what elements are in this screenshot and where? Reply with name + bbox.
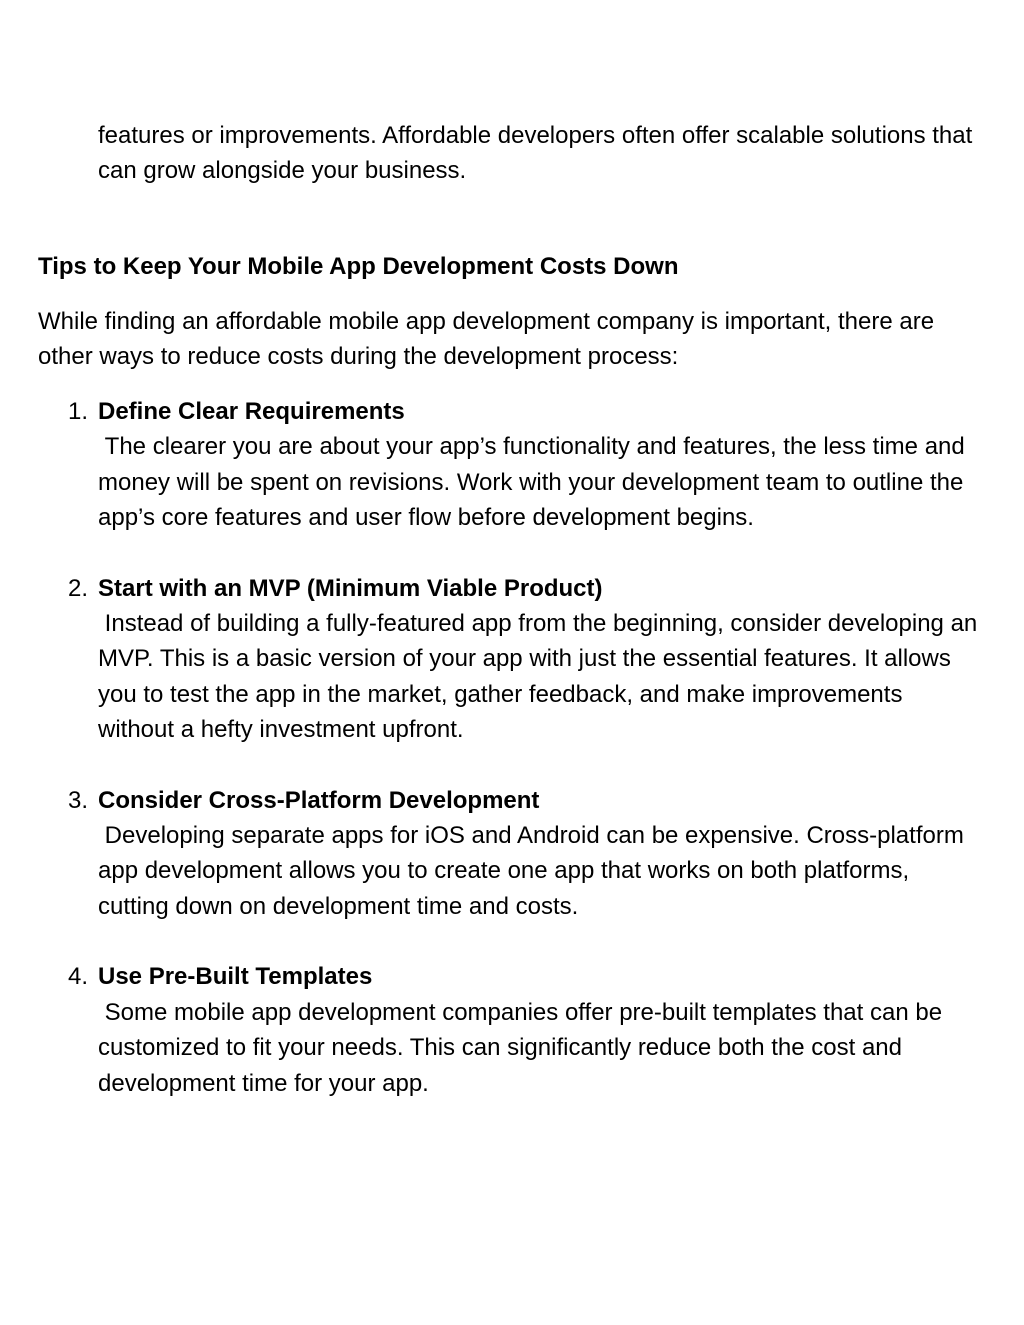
continuation-paragraph: features or improvements. Affordable developers often offer scalable solutions that can grow alongside your business. [98, 122, 973, 185]
tip-body: The clearer you are about your app’s functionality and features, the less time and money will be spent on revisions. Work with your development team to outline the app’s core features and user flow before development begins. [98, 433, 972, 532]
tip-item [38, 571, 984, 748]
tips-list [38, 394, 984, 1136]
tip-number: 4. [68, 963, 89, 991]
tip-item [38, 959, 978, 1101]
tip-number: 3. [68, 786, 89, 814]
tip-title: Use Pre-Built Templates [98, 963, 373, 991]
tip-title: Consider Cross-Platform Development [98, 786, 540, 814]
tip-title: Define Clear Requirements [98, 398, 405, 425]
tip-item [38, 394, 978, 536]
tip-body: Developing separate apps for iOS and Android can be expensive. Cross-platform app development allows you to create one app that works on both platforms, cutting down on development time and costs. [98, 822, 971, 920]
tip-number: 1. [68, 398, 89, 425]
tip-item [38, 783, 978, 925]
tip-body: Instead of building a fully-featured app from the beginning, consider developing an MVP. This is a basic version of your app with just the essential features. It allows you to test the app in the market, gather feedback, and make improvements without a hefty investment upfront. [98, 610, 984, 744]
tip-body: Some mobile app development companies offer pre-built templates that can be customized to fit your needs. This can significantly reduce both the cost and development time for your app. [98, 998, 949, 1097]
section-heading: Tips to Keep Your Mobile App Development Costs Down [38, 253, 679, 280]
tip-title: Start with an MVP (Minimum Viable Product) [98, 574, 603, 602]
intro-paragraph: While finding an affordable mobile app development company is important, there are other ways to reduce costs during the development process: [38, 308, 935, 371]
tip-number: 2. [68, 574, 89, 602]
